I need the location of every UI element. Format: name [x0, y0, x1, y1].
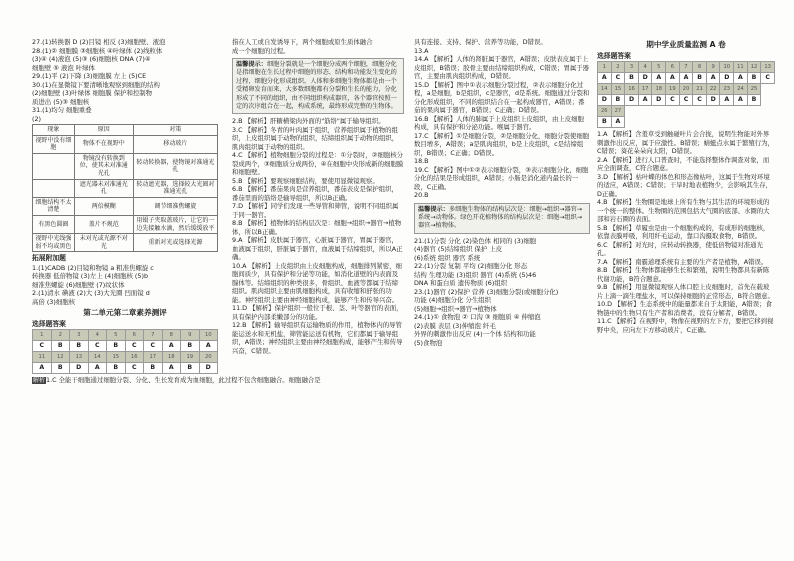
- answer-choice: C: [125, 341, 144, 352]
- question-number: 11: [734, 62, 748, 73]
- answer-choice: D: [598, 95, 612, 106]
- answer-grid-2: [597, 61, 775, 128]
- explanation-item: 9.B 【解析】用显微镜观察人体口腔上皮细胞时，首先在载玻片上滴一滴生理盐水，可以保持细胞的正常形态，B符合题意。: [597, 283, 774, 300]
- explanation-item: 14.A 【解析】人体的肾脏属于器官，A错误；皮肤表皮属于上皮组织，B错误；胶骨主要由结缔组织构成，C错误；胃属于器官，主要由肌肉组织构成，D错误。: [414, 55, 590, 80]
- question-number: 19: [666, 84, 680, 95]
- answer-choice: C: [666, 95, 680, 106]
- table-cell: 未对光或光源不对光: [74, 234, 133, 252]
- answer-choice: D: [638, 73, 652, 84]
- explanation-item: 18.B: [414, 157, 429, 165]
- column-4: [597, 38, 775, 334]
- explanation-item: 7.D 【解析】同学们发现一些导管和筛管，说明不同组织属于同一器官。: [232, 202, 399, 219]
- tip-box: 温馨提示：多细胞生物体的结构层次是：细胞→组织→器官→系统→动物体。绿色开花植物体的结构层次是：细胞→组织→器官→植物体。: [414, 203, 590, 234]
- question-number: 10: [199, 330, 218, 341]
- answer-line: (5)食物泡: [414, 338, 443, 347]
- question-number: 7: [144, 330, 163, 341]
- explanation-item: 3.D 【解析】枯叶蝶的体色和形态像枯叶，这属于生物对环境的适应，A错误；C错误；干旱时地表植物少，会影响其生存，D正确。: [597, 172, 772, 198]
- table-row: [33, 234, 218, 252]
- answer-line: 29.(1)平 (2)下降 (3)细胞膜 左上 (5)CE: [32, 72, 147, 80]
- question-number: 18: [652, 84, 666, 95]
- answer-line: 1.(1)CADB (2)目镜和物镜 a 粗准焦螺旋 c: [32, 263, 154, 272]
- question-number: 20: [199, 352, 218, 363]
- answer-choice: C: [693, 95, 707, 106]
- answer-choice: A: [598, 73, 612, 84]
- explanation-item: 具有连接、支持、保护、营养等功能，D错误。: [414, 38, 547, 46]
- answer-choice: B: [51, 363, 70, 374]
- question-number: 2: [51, 330, 70, 341]
- question-number: 11: [33, 352, 52, 363]
- table-row: [33, 135, 218, 153]
- answer-choice: A: [638, 95, 652, 106]
- answer-choice: A: [611, 117, 625, 128]
- table-cell: 两倍模糊: [74, 197, 133, 215]
- table-cell: 转动遮光器，选择较大光圈对准通光孔: [133, 179, 217, 197]
- question-number: 3: [70, 330, 89, 341]
- answer-line: 高倍 (3)细胞核: [32, 297, 76, 306]
- question-number: 6: [125, 330, 144, 341]
- question-number: 10: [720, 62, 734, 73]
- explanation-item: 8.B 【解析】植物体的结构层次是：细胞→组织→器官→植物体，所以B正确。: [232, 219, 402, 236]
- table-cell: 视野中没有细胞: [33, 135, 75, 153]
- explanations: [232, 117, 404, 355]
- table-row: [33, 197, 218, 215]
- answer-line: 细胞壁 ⑤ 液泡 叶绿体: [32, 63, 95, 72]
- question-number: 16: [625, 84, 639, 95]
- table-row: [33, 179, 218, 197]
- answer-line: 30.(1)在显微镜下要清晰地观察到细胞的结构: [32, 80, 160, 89]
- question-number: 5: [107, 330, 126, 341]
- table-header: 现象: [33, 125, 75, 136]
- explanation-item: 19.C 【解析】图中①②表示细胞分裂，③表示细胞分化，细胞分化的结果是形成组织，A错误；小肠是消化道内最长的一段，C正确。: [414, 165, 589, 191]
- extend-title: 拓展附加题: [32, 254, 66, 263]
- answer-choice: C: [611, 73, 625, 84]
- answer-choice: B: [181, 341, 200, 352]
- question-number: 8: [693, 62, 707, 73]
- answer-line: 细准焦螺旋 (6)细胞壁 (7)纹状体: [32, 280, 125, 289]
- question-number: 17: [638, 84, 652, 95]
- answer-choice: C: [33, 341, 52, 352]
- table-header: 原因: [74, 125, 133, 136]
- table-cell: 遮光器未对准通光孔: [74, 179, 133, 197]
- answer-line: (2)细胞壁 (3)叶绿体 细胞膜 保护和控制物: [32, 89, 153, 97]
- table-header: 对策: [133, 125, 217, 136]
- question-number: 14: [598, 84, 612, 95]
- answer-choice: B: [693, 73, 707, 84]
- answer-choice: A: [734, 73, 748, 84]
- answer-choice: D: [706, 95, 720, 106]
- answer-line: (4)器官 (5)结缔组织 保护 上皮: [414, 245, 503, 254]
- answer-choice: A: [666, 73, 680, 84]
- question-number: 26: [598, 106, 612, 117]
- answer-choice: A: [33, 363, 52, 374]
- answer-choice: B: [611, 95, 625, 106]
- answer-choice: A: [706, 73, 720, 84]
- answer-choice: C: [761, 73, 775, 84]
- answer-choice: B: [107, 341, 126, 352]
- microscope-table: [32, 124, 218, 252]
- question-number: 13: [70, 352, 89, 363]
- question-number: 15: [107, 352, 126, 363]
- table-row: [33, 215, 218, 233]
- answer-line: (5)细胞→组织→器官→植物体: [414, 304, 497, 313]
- answer-line: 转换器 低倍物镜 (3)左上 (4)细胞核 (5)b: [32, 272, 149, 281]
- answer-choice: C: [144, 341, 163, 352]
- answer-choice: B: [747, 73, 761, 84]
- q1-explanation: 解析1.C 全能干细胞通过细胞分裂、分化、生长发育成为血细胞，此过程不包含细胞融合。细胞融合是: [33, 376, 321, 385]
- explanation-item: 11.D 【解析】保护组织一般位于根、茎、叶等器官的表面，具有保护内部柔嫩部分的功能。: [232, 304, 403, 321]
- answer-title: 选择题答案: [32, 319, 66, 328]
- text-line: 成一个细胞的过程。: [232, 46, 290, 55]
- table-cell: 物体不在视野中: [74, 135, 133, 153]
- question-number: 4: [88, 330, 107, 341]
- question-number: 1: [598, 62, 612, 73]
- answer-choice: A: [679, 73, 693, 84]
- answer-choice: A: [734, 95, 748, 106]
- answer-choice: C: [88, 341, 107, 352]
- question-number: 1: [33, 330, 52, 341]
- answer-choice: B: [598, 117, 612, 128]
- table-cell: 细胞结构不太清楚: [33, 197, 75, 215]
- section-title: 第二单元第二章素养测评: [83, 308, 167, 318]
- explanation-item: 5.B 【解析】要观察细胞结构，要使用显微镜观察。: [232, 176, 379, 185]
- table-cell: [33, 179, 75, 197]
- explanation-item: 5.B 【解析】草履虫是由一个细胞构成的，有成形的细胞核，依靠表膜呼吸，利用纤毛运动，靠口沟摄取食物，B错误。: [597, 223, 770, 240]
- table-cell: [33, 153, 75, 179]
- explanation-item: 15.D 【解析】图中①表示细胞分裂过程，②表示细胞分化过程，a是细胞，b是组织，c是器官，d是系统。细胞通过分裂和分化形成组织，不同的组织结合在一起构成器官，A错误；番茄的果肉属于器官，B错误；C正确；D错误。: [414, 80, 590, 114]
- question-number: 4: [638, 62, 652, 73]
- answer-line: 27.(1)转换器 D (2)目镜 相反 (3)细胞壁、液泡: [32, 38, 166, 46]
- answer-line: 31.(1)均匀 细胞重叠: [32, 106, 92, 114]
- question-number: 12: [51, 352, 70, 363]
- answer-line: 22.(1)分裂 复制 平均 (2)细胞分化 形态: [414, 262, 528, 271]
- question-number: 27: [611, 106, 625, 117]
- answer-line: (3)④ (4)液泡 (5)③ (6)细胞核 DNA (7)④: [32, 55, 151, 63]
- answer-line: 外界的刺激作出反应 (4)一个体 结构和功能: [414, 330, 536, 339]
- table-cell: 转动转换器，使物镜对准通光孔: [133, 153, 217, 179]
- explanation-item: 1.A 【解析】含羞草受到触碰叶片会合拢，说明生物能对外界刺激作出反应，属于应激性。B错误；蜻蜓点水属于繁殖行为，C错误；葵花朵朵向太阳，D错误。: [597, 130, 774, 155]
- answer-choice: A: [652, 73, 666, 84]
- explanation-item: 20.B: [414, 191, 429, 199]
- table-cell: 视野中光线强弱不均或黑色: [33, 234, 75, 252]
- text-line: 指在人工或自发诱导下，两个细胞或原生质体融合: [232, 38, 373, 46]
- explanation-item: 10.A 【解析】上皮组织由上皮细胞构成，细胞排列紧密，细胞间质少，具有保护和分泌等功能，如消化道壁的内表面及腺体等。结缔组织的种类很多，骨组织、血液等都属于结缔组织。肌肉组织主要由肌细胞构成，具有收缩和舒张的功能。神经组织主要由神经细胞构成，能够产生和传导兴奋。: [232, 261, 402, 304]
- explanations: [414, 38, 590, 200]
- answer-choice: B: [181, 363, 200, 374]
- question-number: 20: [679, 84, 693, 95]
- table-cell: 调节细准焦螺旋: [133, 197, 217, 215]
- exam-title: 期中学业质量监测 A 卷: [646, 40, 726, 49]
- explanation-item: 6.B 【解析】番茄果肉是营养组织，番茄表皮是保护组织，番茄里面的筋络是输导组织，所以B正确。: [232, 185, 398, 202]
- explanation-item: 13.A: [414, 46, 429, 55]
- explanation-item: 17.C 【解析】①是细胞分裂，②是细胞分化，细胞分裂使细胞数目增多，A错误；a是肌肉组织，b是上皮组织，c是结缔组织，B错误；C正确；D错误。: [414, 131, 590, 157]
- explanation-item: 2.B 【解析】肝糖横梁肉外面的"筋络"属于输导组织。: [232, 117, 385, 126]
- answer-choice: A: [162, 341, 181, 352]
- question-number: 3: [625, 62, 639, 73]
- question-number: 15: [611, 84, 625, 95]
- question-number: 23: [720, 84, 734, 95]
- explanation-item: 4.B 【解析】生物圈是地球上所有生物与其生活的环境形成的一个统一的整体。生物圈的范围包括大气圈的底部、水圈的大部和岩石圈的表面。: [597, 198, 770, 223]
- explanation-item: 8.B 【解析】生物体都能够生长和繁殖，说明生物都具有新陈代谢功能，B符合题意。: [597, 266, 770, 283]
- question-number: 24: [734, 84, 748, 95]
- answer-choice: C: [679, 95, 693, 106]
- explanation-item: 11.C 【解析】在视野中，物像在视野的左下方，要把它移到视野中央，应向左下方移动玻片，C正确。: [597, 317, 774, 334]
- tip-box: 温馨提示：细胞分裂就是一个细胞分成两个细胞，细胞分化是指细胞在生长过程中细胞的形态、结构和功能发生变化的过程，细胞分化形成组织。人体和多细胞生物体都是由一个受精卵发育而来，大多数细胞都有分裂和生长的能力，分化形成了不同的组织，由不同组织构成器官，各个器官按照一定的次序组合在一起，构成系统，最终形成完整的生物体。: [232, 58, 404, 114]
- question-number: 5: [652, 62, 666, 73]
- table-cell: 移动玻片: [133, 135, 217, 153]
- answer-line: 21.(1)分裂 分化 (2)染色体 相同的 (3)细胞: [414, 236, 537, 245]
- explanation-item: 7.A 【解析】南霸道理系统有主要的生产者是植物，A错误。: [597, 257, 768, 266]
- answer-choice: C: [125, 363, 144, 374]
- answer-title: 选择题答案: [597, 51, 631, 60]
- explanation-item: 4.C 【解析】植物细胞分裂的过程是：①分裂时，②细胞核分裂成两个，③细胞质分成两份，④在细胞中央形成新的细胞膜和细胞壁。: [232, 151, 404, 177]
- answers-27-31: [32, 38, 218, 123]
- table-cell: 重新对光或选择光源: [133, 234, 217, 252]
- explanation-item: 16.B 【解析】人体的肺属于上皮组织上皮组织，由上皮细胞构成，具有保护和分泌功能。喉属于器官。: [414, 114, 584, 131]
- answer-line: (2)表膜 表层 (3)伸缩泡 纤毛: [414, 321, 496, 330]
- question-number: 19: [181, 352, 200, 363]
- question-number: 22: [706, 84, 720, 95]
- continued-text: [232, 38, 404, 55]
- table-cell: 有黑色圆圈: [33, 215, 75, 233]
- question-number: 25: [747, 84, 761, 95]
- answer-line: 23.(1)器官 (2)保护 营养 (3)细胞分裂(或细胞分化): [414, 287, 559, 296]
- answer-choice: D: [652, 95, 666, 106]
- answer-choice: D: [625, 95, 639, 106]
- explanation-item: 12.B 【解析】输导组织有运输物质的作用，植物体内的导管能运送水和无机盐，筛管能运送有机物，它们都属于输导组织，A错误；神经组织主要由神经细胞构成，能够产生和传导兴奋，C错误。: [232, 321, 403, 355]
- answer-choice: A: [88, 363, 107, 374]
- question-number: 8: [162, 330, 181, 341]
- explanations: [597, 130, 775, 334]
- answer-choice: B: [107, 363, 126, 374]
- question-number: 6: [666, 62, 680, 73]
- question-number: 16: [125, 352, 144, 363]
- answer-line: DNA 和蛋白质 遗传物质 (6)组织: [414, 279, 508, 288]
- answer-choice: D: [199, 363, 218, 374]
- question-number: 7: [679, 62, 693, 73]
- answer-choice: A: [199, 341, 218, 352]
- explanation-item: 3.C 【解析】冬青的叶肉属于组织，营养组织属于植物的组织，上皮组织属于动物的组织，结缔组织属于动物的组织，肌肉组织属于动物的组织。: [232, 125, 399, 151]
- extend-answers: [32, 264, 218, 307]
- answer-line: 结构 生理功能 (3)组织 器官 (4)系统 (5)46: [414, 270, 537, 279]
- answer-choice: A: [720, 95, 734, 106]
- answer-line: 质进出 (5)③ 细胞核: [32, 97, 90, 106]
- explanation-item: 2.A 【解析】进行人口普查时，不能选择整体作调查对象，而应全面调查，C符合题意。: [597, 155, 770, 172]
- question-number: 9: [706, 62, 720, 73]
- table-cell: 物镜没有转换到位，使其未对准通光孔: [74, 153, 133, 179]
- question-number: 9: [181, 330, 200, 341]
- question-number: 17: [144, 352, 163, 363]
- column-3: [414, 38, 590, 347]
- table-cell: 盖片不规范: [74, 215, 133, 233]
- answer-choice: B: [747, 95, 761, 106]
- question-number: 21: [693, 84, 707, 95]
- answer-line: 28.(1)② 细胞膜 ③细胞核 ④叶绿体 (2)线粒体: [32, 46, 163, 55]
- answer-line: 24.(1)① 食物泡 ② 口沟 ③ 细胞质 ④ 伸缩泡: [414, 313, 541, 322]
- answer-choice: B: [70, 341, 89, 352]
- answer-choice: D: [70, 363, 89, 374]
- answer-choice: B: [51, 341, 70, 352]
- answer-choice: A: [162, 363, 181, 374]
- question-number: 14: [88, 352, 107, 363]
- analysis-tag: 解析: [33, 377, 46, 385]
- explanation-item: 10.D 【解析】生态系统中的能量都来自于太阳能，A错误；食物链中的生物只有生产者和消费者，没有分解者，B错误。: [597, 300, 772, 317]
- explanation-item: 9.A 【解析】皮肤属于器官，心脏属于器官，胃属于器官，血液属于组织，肝脏属于器官，血液属于结缔组织，所以A正确。: [232, 236, 403, 262]
- explanation-item: 6.C 【解析】对光时，应转动转换器，使低倍物镜对准通光孔。: [597, 240, 763, 257]
- table-row: [33, 153, 218, 179]
- answers-21-24: [414, 237, 590, 348]
- answer-choice: B: [144, 363, 163, 374]
- table-cell: 用镊子夹取盖玻片，让它的一边先接触水滴，然后缓缓放平: [133, 215, 217, 233]
- question-number: 2: [611, 62, 625, 73]
- question-number: 18: [162, 352, 181, 363]
- answer-line: 功能 (4)细胞分化 分生组织: [414, 296, 492, 305]
- question-number: 12: [747, 62, 761, 73]
- answer-choice: D: [720, 73, 734, 84]
- answer-grid-1: [32, 329, 218, 374]
- question-number: 13: [761, 62, 775, 73]
- answer-line: (2): [32, 114, 42, 123]
- answer-line: 2.(1)清水 碘液 (2)大 (3)大光圈 凹面镜 d: [32, 289, 150, 298]
- answer-line: (6)系统 组织 器官 系统: [414, 253, 481, 262]
- answer-choice: B: [625, 73, 639, 84]
- column-2: [232, 38, 404, 355]
